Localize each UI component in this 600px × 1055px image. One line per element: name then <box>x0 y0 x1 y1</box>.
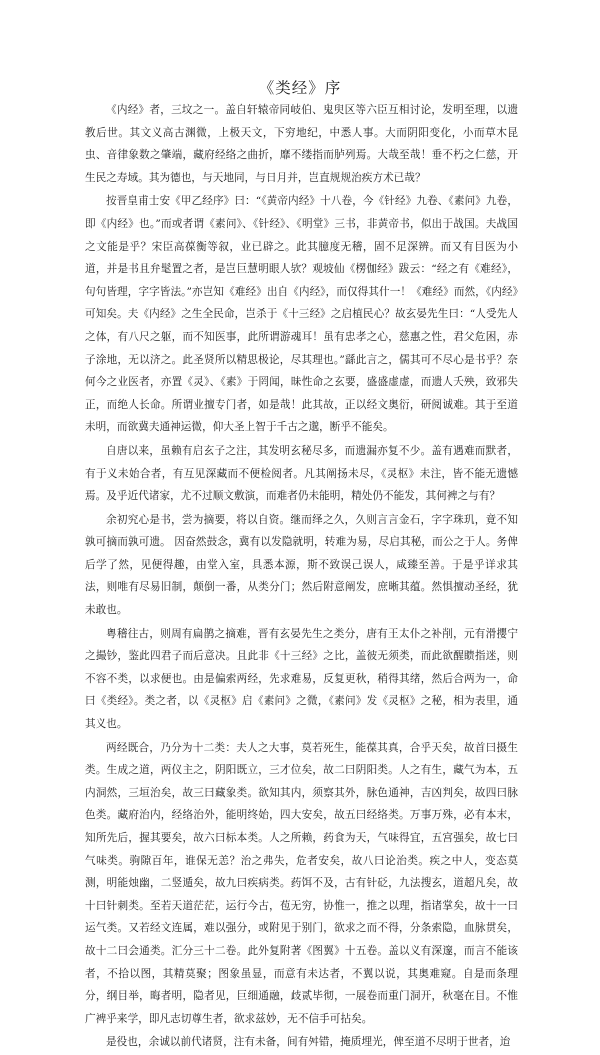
paragraph: 自唐以来，虽赖有启玄子之注，其发明玄秘尽多，而遗漏亦复不少。盖有遇难而默者，有于义未始合者，有互见深藏而不便检阅者。凡其阐扬未尽，《灵枢》未注，皆不能无遗憾焉。及乎近代诸家，尤不过顺文敷演，而难者仍未能明，精处仍不能发，其何裨之与有？ <box>85 444 518 503</box>
paragraph: 粤稽往古，则周有扁鹊之摘难，晋有玄晏先生之类分，唐有王太仆之补削，元有滑攖宁之撮钞，鉴此四君子而后意决。且此非《十三经》之比，盖彼无须类，而此欲醒瞆指迷，则不容不类，以求便也。由是偏索两经，先求难易，反复更秋，稍得其绪，然后合两为一，命曰《类经》。类之者，以《灵枢》启《素问》之微，《素问》发《灵枢》之秘，相为表里，通其义也。 <box>85 627 518 731</box>
paragraph: 余初究心是书，尝为摘要，将以自资。继而绎之久，久则言言金石，字字珠玑，竟不知孰可摘而孰可遗。 因奋然鼓念，冀有以发隐就明，转难为易，尽启其秘，而公之于人。务俾后学了然，见便得趣，由堂入室，具悉本源，斯不致误己误人，咸臻至善。于是乎详求其法，则唯有尽易旧制，颠倒一番，从类分门；然后附意阐发，庶晰其蕴。然惧擅动圣经，犹未敢也。 <box>85 513 518 617</box>
document-title: 《类经》序 <box>258 79 342 97</box>
paragraph: 两经既合，乃分为十二类：夫人之大事，莫若死生，能葆其真，合乎天矣，故首曰摄生类。生成之道，两仪主之，阴阳既立，三才位矣，故二曰阴阳类。人之有生，藏气为本，五内洞然，三垣治矣，故三曰藏象类。欲知其内，须察其外，脉色通神，吉凶判矣，故四曰脉色类。藏府治内，经络治外，能明终始，四大安矣，故五曰经络类。万事万殊，必有本末，知所先后，握其要矣，故六曰标本类。人之所赖，药食为天，气味得宜，五宫强矣，故七曰气味类。驹隙百年，谁保无恙？治之弗失，危者安矣，故八曰论治类。疾之中人，变态莫测，明能烛幽，二竖遁矣，故九曰疾病类。药饵不及，古有针砭，九法搜玄，道超凡矣，故十曰针刺类。至若天道茫茫，运行今古，苞无穷，协惟一，推之以理，指诸掌矣，故十一曰运气类。又若经文连属，难以强分，或附见于别门，欲求之而不得，分条索隐，血脉贯矣，故十二曰会通类。汇分三十二卷。此外复附著《图翼》十五卷。盖以义有深邃，而言不能该者，不拾以图，其精莫聚；图象虽显，而意有未达者，不翼以说，其奥难窥。自是而条理分，纲目举，晦者明，隐者见，巨细通融，歧贰毕彻，一展卷而重门洞开，秋毫在目。不惟广裨乎来学，即凡志切尊生者，欲求兹妙，无不信手可拈矣。 <box>85 741 518 1025</box>
paragraph: 是役也，余诚以前代诸贤，注有未备，间有舛错，掩质埋光，俾至道不尽明于世者，迨 <box>106 1036 511 1049</box>
document-body <box>85 99 518 1055</box>
paragraph: 《内经》者，三坟之一。盖自轩辕帝同岐伯、鬼臾区等六臣互相讨论，发明至理，以遗教后世。其文义高古渊微，上极天文，下穷地纪，中悉人事。大而阴阳变化，小而草木昆虫、音律象数之肇端，藏府经络之曲折，靡不缕指而胪列焉。大哉至哉！垂不朽之仁慈，开生民之寿域。其为德也，与天地同，与日月并，岂直规规治疾方术已哉？ <box>85 104 518 184</box>
paragraph: 按晋皇甫士安《甲乙经序》曰：“《黄帝内经》十八卷，今《针经》九卷、《素问》九卷，即《内经》也。”而或者谓《素问》、《针经》、《明堂》三书，非黄帝书，似出于战国。夫战国之文能是乎？宋臣高葆衡等叙，业已辟之。此其臆度无稽，固不足深辨。而又有目医为小道，并是书且弁髦置之者，是岂巨慧明眼人欤？观坡仙《楞伽经》跋云：“经之有《难经》，句句皆理，字字皆法。”亦岂知《难经》出自《内经》，而仅得其什一！《难经》而然，《内经》可知矣。夫《内经》之生全民命，岂杀于《十三经》之启植民心？故玄晏先生曰：“人受先人之体，有八尺之躯，而不知医事，此所谓游魂耳！虽有忠孝之心，慈惠之性，君父危困，赤子涂地，无以济之。此圣贤所以精思极论，尽其理也。”繇此言之，儒其可不尽心是书乎？奈何今之业医者，亦置《灵》、《素》于罔闻，昧性命之玄要，盛盛虚虚，而遗人夭殃，致邪失正，而绝人长命。所谓业擅专门者，如是哉！此其故，正以经文奥衍，研阅诚难。其于至道未明，而欲冀夫通神运微，仰大圣上智于千古之邈，断乎不能矣。 <box>85 195 518 434</box>
